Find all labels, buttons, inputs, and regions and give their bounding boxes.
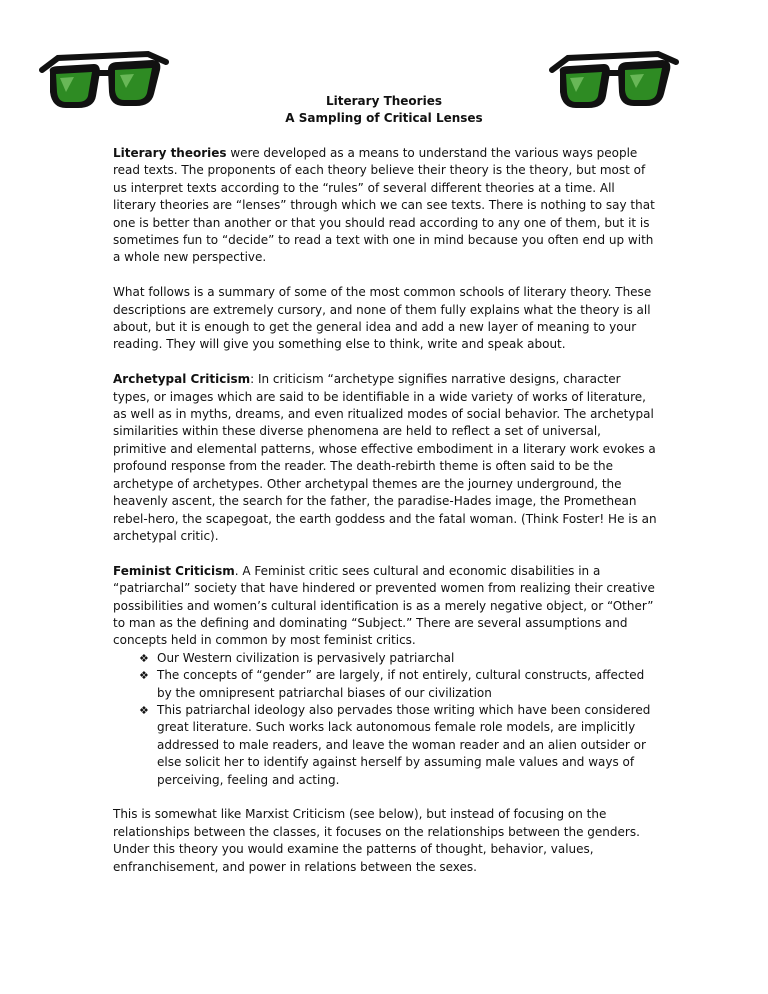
diamond-bullet-icon: ❖ — [139, 669, 149, 683]
page-title: Literary Theories — [326, 94, 442, 108]
archetypal-term: Archetypal Criticism — [113, 372, 251, 387]
diamond-bullet-icon: ❖ — [139, 651, 149, 665]
list-item: ❖ The concepts of “gender” are largely, if not entirely, cultural constructs, affected by the omnipresent patriarchal biases of our civilization — [139, 668, 645, 700]
feminist-paragraph — [113, 563, 658, 650]
feminist-assumptions-list — [113, 650, 658, 789]
intro-term: Literary theories — [113, 146, 227, 160]
document-body — [113, 145, 658, 893]
intro-text: were developed as a means to understand the various ways people read texts. The proponents of each theory believe their theory is the theory, but most of us interpret texts according to the “rules” of several different theories at a time. All literary theories are “lenses” through which we can see texts. There is nothing to say that one is better than another or that you should read according to any one of them, but it is sometimes fun to “decide” to read a text with one in mind because you often end up with a whole new perspective. — [113, 146, 655, 265]
feminist-term: Feminist Criticism — [113, 563, 235, 578]
page-subtitle: A Sampling of Critical Lenses — [285, 111, 483, 125]
diamond-bullet-icon: ❖ — [139, 703, 149, 717]
list-item: ❖ Our Western civilization is pervasively patriarchal — [139, 650, 658, 667]
list-item: ❖ This patriarchal ideology also pervades those writing which have been considered great literature. Such works lack autonomous female role models, are implicitly addressed to male readers, and leave the woman reader and an alien outsider or else solicit her to identify against herself by assuming male values and ways of perceiving, feeling and acting. — [139, 702, 651, 787]
archetypal-text: : In criticism “archetype signifies narrative designs, character types, or images which are said to be identifiable in a wide variety of works of literature, as well as in myths, dreams, and even ritualized modes of social behavior. The archetypal similarities within these diverse phenomena are held to reflect a set of universal, primitive and elemental patterns, whose effective embodiment in a literary work evokes a profound response from the reader. The death-rebirth theme is often said to be the archetype of archetypes. Other archetypal themes are the journey underground, the heavenly ascent, the search for the father, the paradise-Hades image, the Promethean rebel-hero, the scapegoat, the earth goddess and the fatal woman. (Think Foster! He is an archetypal critic). — [113, 372, 657, 543]
summary-paragraph: What follows is a summary of some of the most common schools of literary theory. These descriptions are extremely cursory, and none of them fully explains what the theory is all about, but it is enough to get the general idea and add a new layer of meaning to your reading. They will give you something else to think, write and speak about. — [113, 285, 652, 352]
feminist-text: . A Feminist critic sees cultural and economic disabilities in a “patriarchal” society that have hindered or prevented women from realizing their creative possibilities and women’s cultural identification is as a merely negative object, or “Other” to man as the defining and dominating “Subject.” There are several assumptions and concepts held in common by most feminist critics. — [113, 563, 655, 648]
closing-paragraph: This is somewhat like Marxist Criticism (see below), but instead of focusing on the relationships between the classes, it focuses on the relationships between the genders. Under this theory you would examine the patterns of thought, behavior, values, enfranchisement, and power in relations between the sexes. — [113, 807, 640, 874]
intro-paragraph — [113, 145, 658, 267]
archetypal-paragraph — [113, 371, 658, 545]
